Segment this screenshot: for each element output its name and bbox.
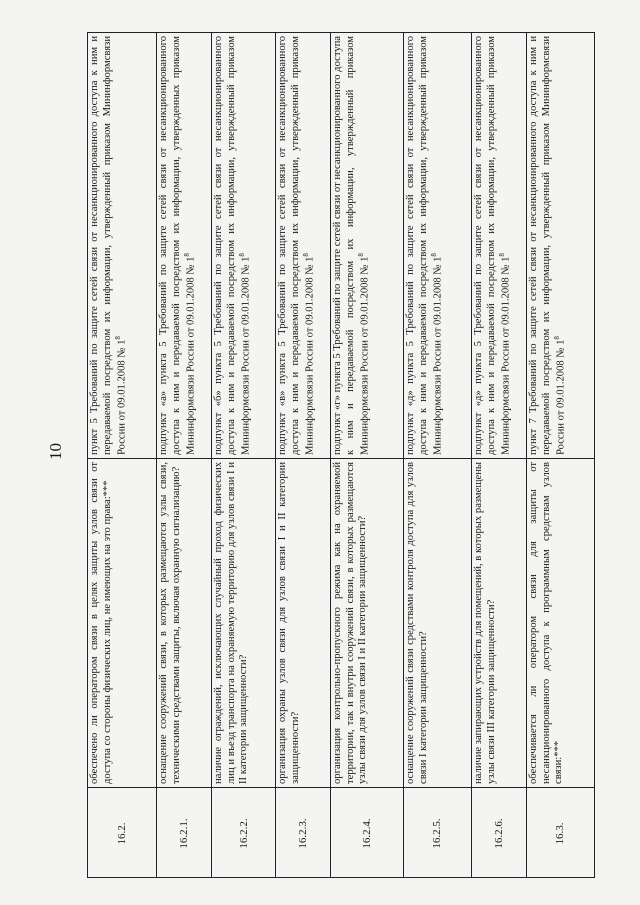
footnote-mark: 8: [183, 253, 192, 257]
row-number: 16.2.2.: [212, 787, 277, 877]
table-row: [527, 33, 594, 877]
reference-text: подпункт «б» пункта 5 Требований по защите сетей связи от несанкционированного доступа к ним и передаваемой посредством их информации, утвержденный приказом Мининформсвязи России от 09.01.2008 № 1: [212, 36, 252, 455]
row-reference: [276, 33, 331, 458]
footnote-mark: 8: [553, 336, 562, 340]
table-row: [276, 33, 331, 877]
row-reference: [472, 33, 528, 458]
requirements-table: [87, 32, 595, 878]
footnote-mark: 8: [302, 253, 311, 257]
row-question: обеспечено ли оператором связи в целях защиты узлов связи от доступа со стороны физических лиц, не имеющих на это права:***: [88, 458, 157, 787]
row-number: 16.2.5.: [404, 787, 472, 877]
row-reference: [88, 33, 157, 458]
table-row: [472, 33, 528, 877]
reference-text: пункт 7 Требований по защите сетей связи от несанкционированного доступа к ним и передаваемой посредством их информации, утвержденный приказом Мининформсвязи России от 09.01.2008 № 1: [528, 36, 568, 455]
row-question: наличие ограждений, исключающих случайный проход физических лиц и въезд транспорта на охраняемую территорию для узлов связи I и II категории защищенности?: [212, 458, 277, 787]
footnote-mark: 8: [430, 253, 439, 257]
row-number: 16.2.6.: [472, 787, 528, 877]
footnote-mark: 8: [357, 253, 366, 257]
page-number: 10: [46, 443, 65, 460]
reference-text: подпункт «д» пункта 5 Требований по защите сетей связи от несанкционированного доступа к ним и передаваемой посредством их информации, утвержденный приказом Мининформсвязи России от 09.01.2008 № 1: [472, 36, 512, 455]
table-row: [88, 33, 157, 877]
table-row: [331, 33, 404, 877]
table-row: [404, 33, 472, 877]
reference-text: подпункт «д» пункта 5 Требований по защите сетей связи от несанкционированного доступа к ним и передаваемой посредством их информации, утвержденный приказом Мининформсвязи России от 09.01.2008 № 1: [404, 36, 444, 455]
row-question: оснащение сооружений связи, в которых размещаются узлы связи, техническими средствами защиты, включая охранную сигнализацию?: [157, 458, 212, 787]
row-reference: [331, 33, 404, 458]
row-question: оснащение сооружений связи средствами контроля доступа для узлов связи I категории защищенности?: [404, 458, 472, 787]
footnote-mark: 8: [114, 336, 123, 340]
row-number: 16.2.4.: [331, 787, 404, 877]
reference-text: подпункт «г» пункта 5 Требований по защите сетей связи от несанкционированного доступа к ним и передаваемой посредством их информации, утвержденный приказом Мининформсвязи России от 09.01.2008 № 1: [332, 36, 371, 455]
row-number: 16.2.1.: [157, 787, 212, 877]
table-row: [157, 33, 212, 877]
row-number: 16.3.: [527, 787, 594, 877]
row-number: 16.2.: [88, 787, 157, 877]
footnote-mark: 8: [237, 253, 246, 257]
reference-text: подпункт «а» пункта 5 Требований по защите сетей связи от несанкционированного доступа к ним и передаваемой посредством их информации, утвержденных приказом Мининформсвязи России от 09.01.2008 № 1: [157, 36, 197, 455]
reference-text: пункт 5 Требований по защите сетей связи от несанкционированного доступа к ним и передаваемой посредством их информации, утвержденный приказом Мининформсвязи России от 09.01.2008 № 1: [89, 36, 128, 455]
row-reference: [157, 33, 212, 458]
row-reference: [404, 33, 472, 458]
footnote-mark: 8: [497, 253, 506, 257]
row-question: обеспечивается ли оператором связи для защиты от несанкционированного доступа к программным средствам узлов связи:***: [527, 458, 594, 787]
row-question: организация охраны узлов связи для узлов связи I и II категории защищенности?: [276, 458, 331, 787]
row-question: организация контрольно-пропускного режима как на охраняемой территории, так и внутри сооружений связи, в которых размещаются узлы связи для узлов связи I и II категории защищенности?: [331, 458, 404, 787]
table-row: [212, 33, 277, 877]
row-question: наличие запирающих устройств для помещений, в которых размещены узлы связи III категории защищенности?: [472, 458, 528, 787]
row-number: 16.2.3.: [276, 787, 331, 877]
row-reference: [527, 33, 594, 458]
reference-text: подпункт «в» пункта 5 Требований по защите сетей связи от несанкционированного доступа к ним и передаваемой посредством их информации, утвержденный приказом Мининформсвязи России от 09.01.2008 № 1: [277, 36, 317, 455]
row-reference: [212, 33, 277, 458]
